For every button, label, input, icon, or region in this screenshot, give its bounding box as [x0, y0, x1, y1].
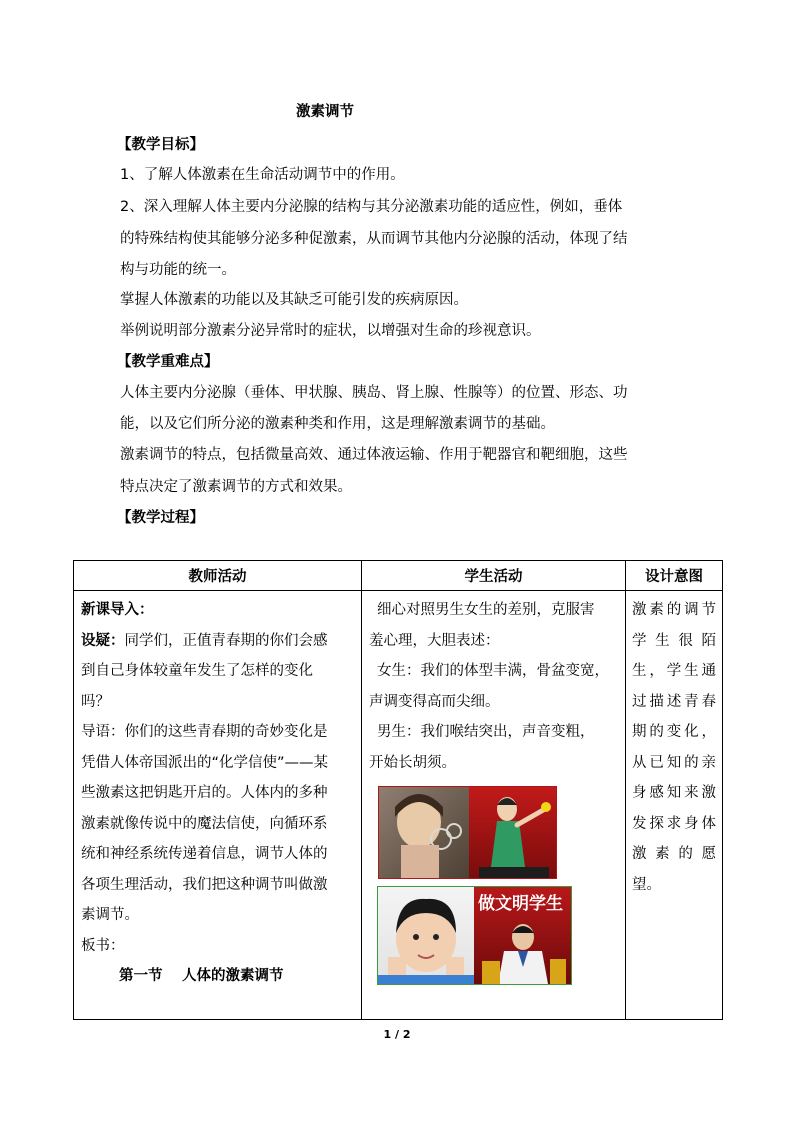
photo-boys-image	[378, 887, 571, 984]
keypoints-heading: 【教学重难点】	[117, 354, 219, 370]
keypoint-line: 人体主要内分泌腺（垂体、甲状腺、胰岛、肾上腺、性腺等）的位置、形态、功	[120, 385, 628, 401]
intent-line: 发探求身体	[632, 815, 716, 832]
question-text: 同学们，正值青春期的你们会感	[124, 632, 328, 649]
page-title: 激素调节	[296, 104, 354, 120]
guide-line: 激素就像传说中的魔法信使，向循环系	[81, 815, 328, 832]
design-intent-cell	[626, 591, 723, 1020]
student-line: 细心对照男生女生的差别，克服害	[377, 602, 595, 618]
header-student: 学生活动	[362, 561, 626, 591]
objective-line: 的特殊结构使其能够分泌多种促激素，从而调节其他内分泌腺的活动，体现了结	[120, 231, 628, 247]
intent-line: 望。	[632, 876, 661, 893]
keypoint-line: 激素调节的特点，包括微量高效、通过体液运输、作用于靶器官和靶细胞，这些	[120, 447, 628, 463]
intent-line: 身感知来激	[632, 785, 716, 801]
photo-girls-image	[379, 787, 556, 878]
student-line: 羞心理，大胆表述：	[369, 632, 500, 649]
intent-line: 生，学生通	[632, 663, 716, 679]
keypoint-line: 特点决定了激素调节的方式和效果。	[120, 479, 352, 495]
objective-line: 1、了解人体激素在生命活动调节中的作用。	[120, 167, 405, 183]
objective-line: 2、深入理解人体主要内分泌腺的结构与其分泌激素功能的适应性，例如，垂体	[120, 199, 623, 215]
process-heading: 【教学过程】	[117, 510, 204, 526]
keypoint-line: 能，以及它们所分泌的激素种类和作用，这是理解激素调节的基础。	[120, 416, 555, 432]
objective-line: 举例说明部分激素分泌异常时的症状，以增强对生命的珍视意识。	[120, 323, 541, 339]
objectives-heading: 【教学目标】	[117, 137, 204, 153]
intent-line: 期的变化，	[632, 724, 716, 740]
question-label: 设疑：	[81, 632, 125, 649]
guide-line: 各项生理活动，我们把这种调节叫做激	[81, 876, 328, 893]
student-line: 男生：我们喉结突出，声音变粗，	[377, 724, 595, 740]
photo-boys	[377, 886, 572, 985]
question-line: 到自己身体较童年发生了怎样的变化	[81, 663, 313, 679]
header-intent: 设计意图	[626, 561, 723, 591]
board-section-title: 第一节 人体的激素调节	[119, 968, 284, 984]
guide-line: 导语：你们的这些青春期的奇妙变化是	[81, 724, 328, 740]
question-line	[81, 626, 355, 657]
student-line: 声调变得高而尖细。	[369, 693, 500, 710]
guide-line: 凭借人体帝国派出的“化学信使”——某	[81, 754, 329, 771]
intent-line: 从已知的亲	[632, 754, 716, 771]
intent-line: 激素的调节	[632, 602, 716, 618]
table-header-row	[74, 561, 723, 591]
intro-label: 新课导入：	[81, 602, 154, 618]
objective-line: 掌握人体激素的功能以及其缺乏可能引发的疾病原因。	[120, 292, 468, 308]
photo-banner-text: 做文明学生	[478, 894, 563, 914]
header-teacher: 教师活动	[74, 561, 362, 591]
guide-line: 些激素这把钥匙开启的。人体内的多种	[81, 785, 328, 801]
intent-line: 激素的愿	[632, 846, 716, 862]
objective-line: 构与功能的统一。	[120, 262, 236, 278]
student-line: 开始长胡须。	[369, 754, 456, 771]
intent-line: 学生很陌	[632, 632, 716, 649]
board-label: 板书：	[81, 937, 125, 954]
teacher-activity-cell	[74, 591, 362, 1020]
question-line: 吗？	[81, 693, 110, 710]
guide-line: 素调节。	[81, 907, 139, 923]
intent-line: 过描述青春	[632, 693, 716, 710]
guide-line: 统和神经系统传递着信息，调节人体的	[81, 846, 328, 862]
student-line: 女生：我们的体型丰满，骨盆变宽，	[377, 663, 609, 679]
page-number: 1 / 2	[383, 1028, 411, 1041]
photo-girls	[378, 786, 557, 879]
